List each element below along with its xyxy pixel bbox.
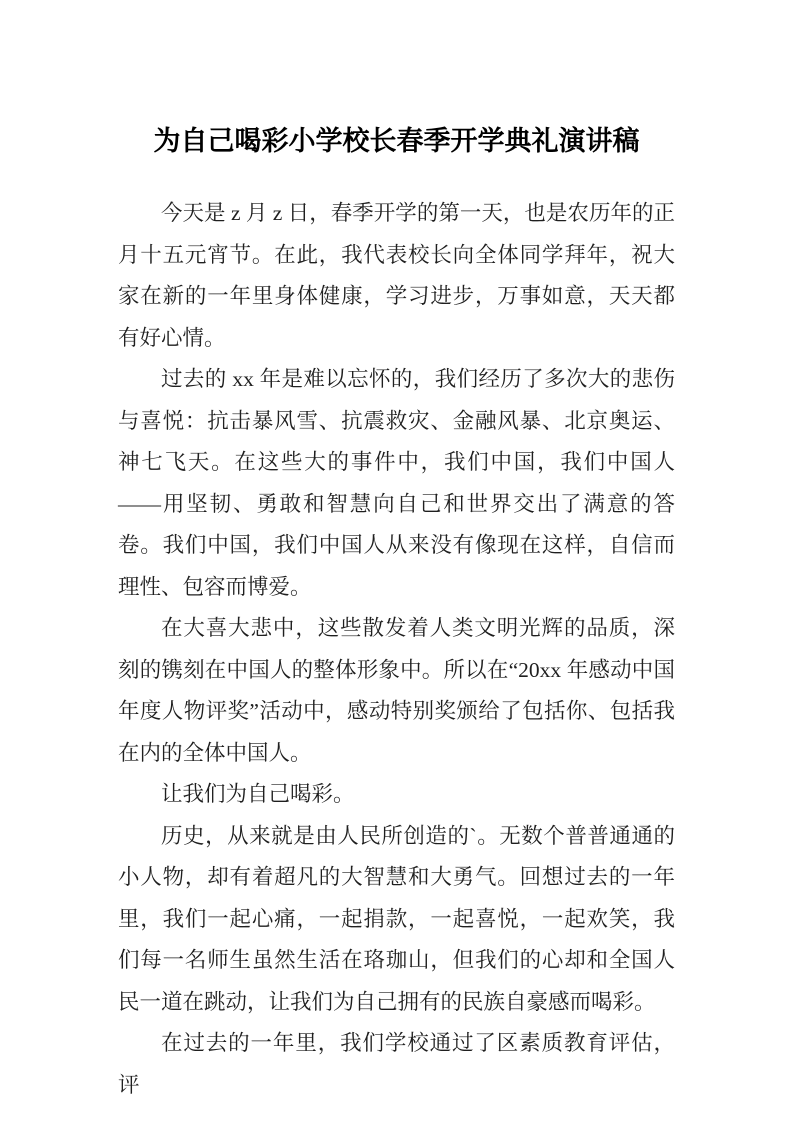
paragraph: 历史，从来就是由人民所创造的`。无数个普普通通的小人物，却有着超凡的大智慧和大勇气。回想过去的一年里，我们一起心痛，一起捐款，一起喜悦，一起欢笑，我们每一名师生虽然生活在珞珈山，但我们的心却和全国人民一道在跳动，让我们为自己拥有的民族自豪感而喝彩。	[118, 823, 675, 1014]
paragraph: 今天是 z 月 z 日，春季开学的第一天，也是农历年的正月十五元宵节。在此，我代表校长向全体同学拜年，祝大家在新的一年里身体健康，学习进步，万事如意，天天都有好心情。	[118, 201, 675, 350]
paragraph: 在过去的一年里，我们学校通过了区素质教育评估，评	[118, 1031, 675, 1097]
document-title: 为自己喝彩小学校长春季开学典礼演讲稿	[153, 126, 640, 156]
document-body	[118, 193, 675, 1106]
paragraph: 过去的 xx 年是难以忘怀的，我们经历了多次大的悲伤与喜悦：抗击暴风雪、抗震救灾、金融风暴、北京奥运、神七飞天。在这些大的事件中，我们中国，我们中国人——用坚韧、勇敢和智慧向自己和世界交出了满意的答卷。我们中国，我们中国人从来没有像现在这样，自信而理性、包容而博爱。	[118, 367, 675, 599]
paragraph: 在大喜大悲中，这些散发着人类文明光辉的品质，深刻的镌刻在中国人的整体形象中。所以在“20xx 年感动中国年度人物评奖”活动中，感动特别奖颁给了包括你、包括我在内的全体中国人。	[118, 616, 675, 765]
paragraph: 让我们为自己喝彩。	[161, 782, 355, 806]
